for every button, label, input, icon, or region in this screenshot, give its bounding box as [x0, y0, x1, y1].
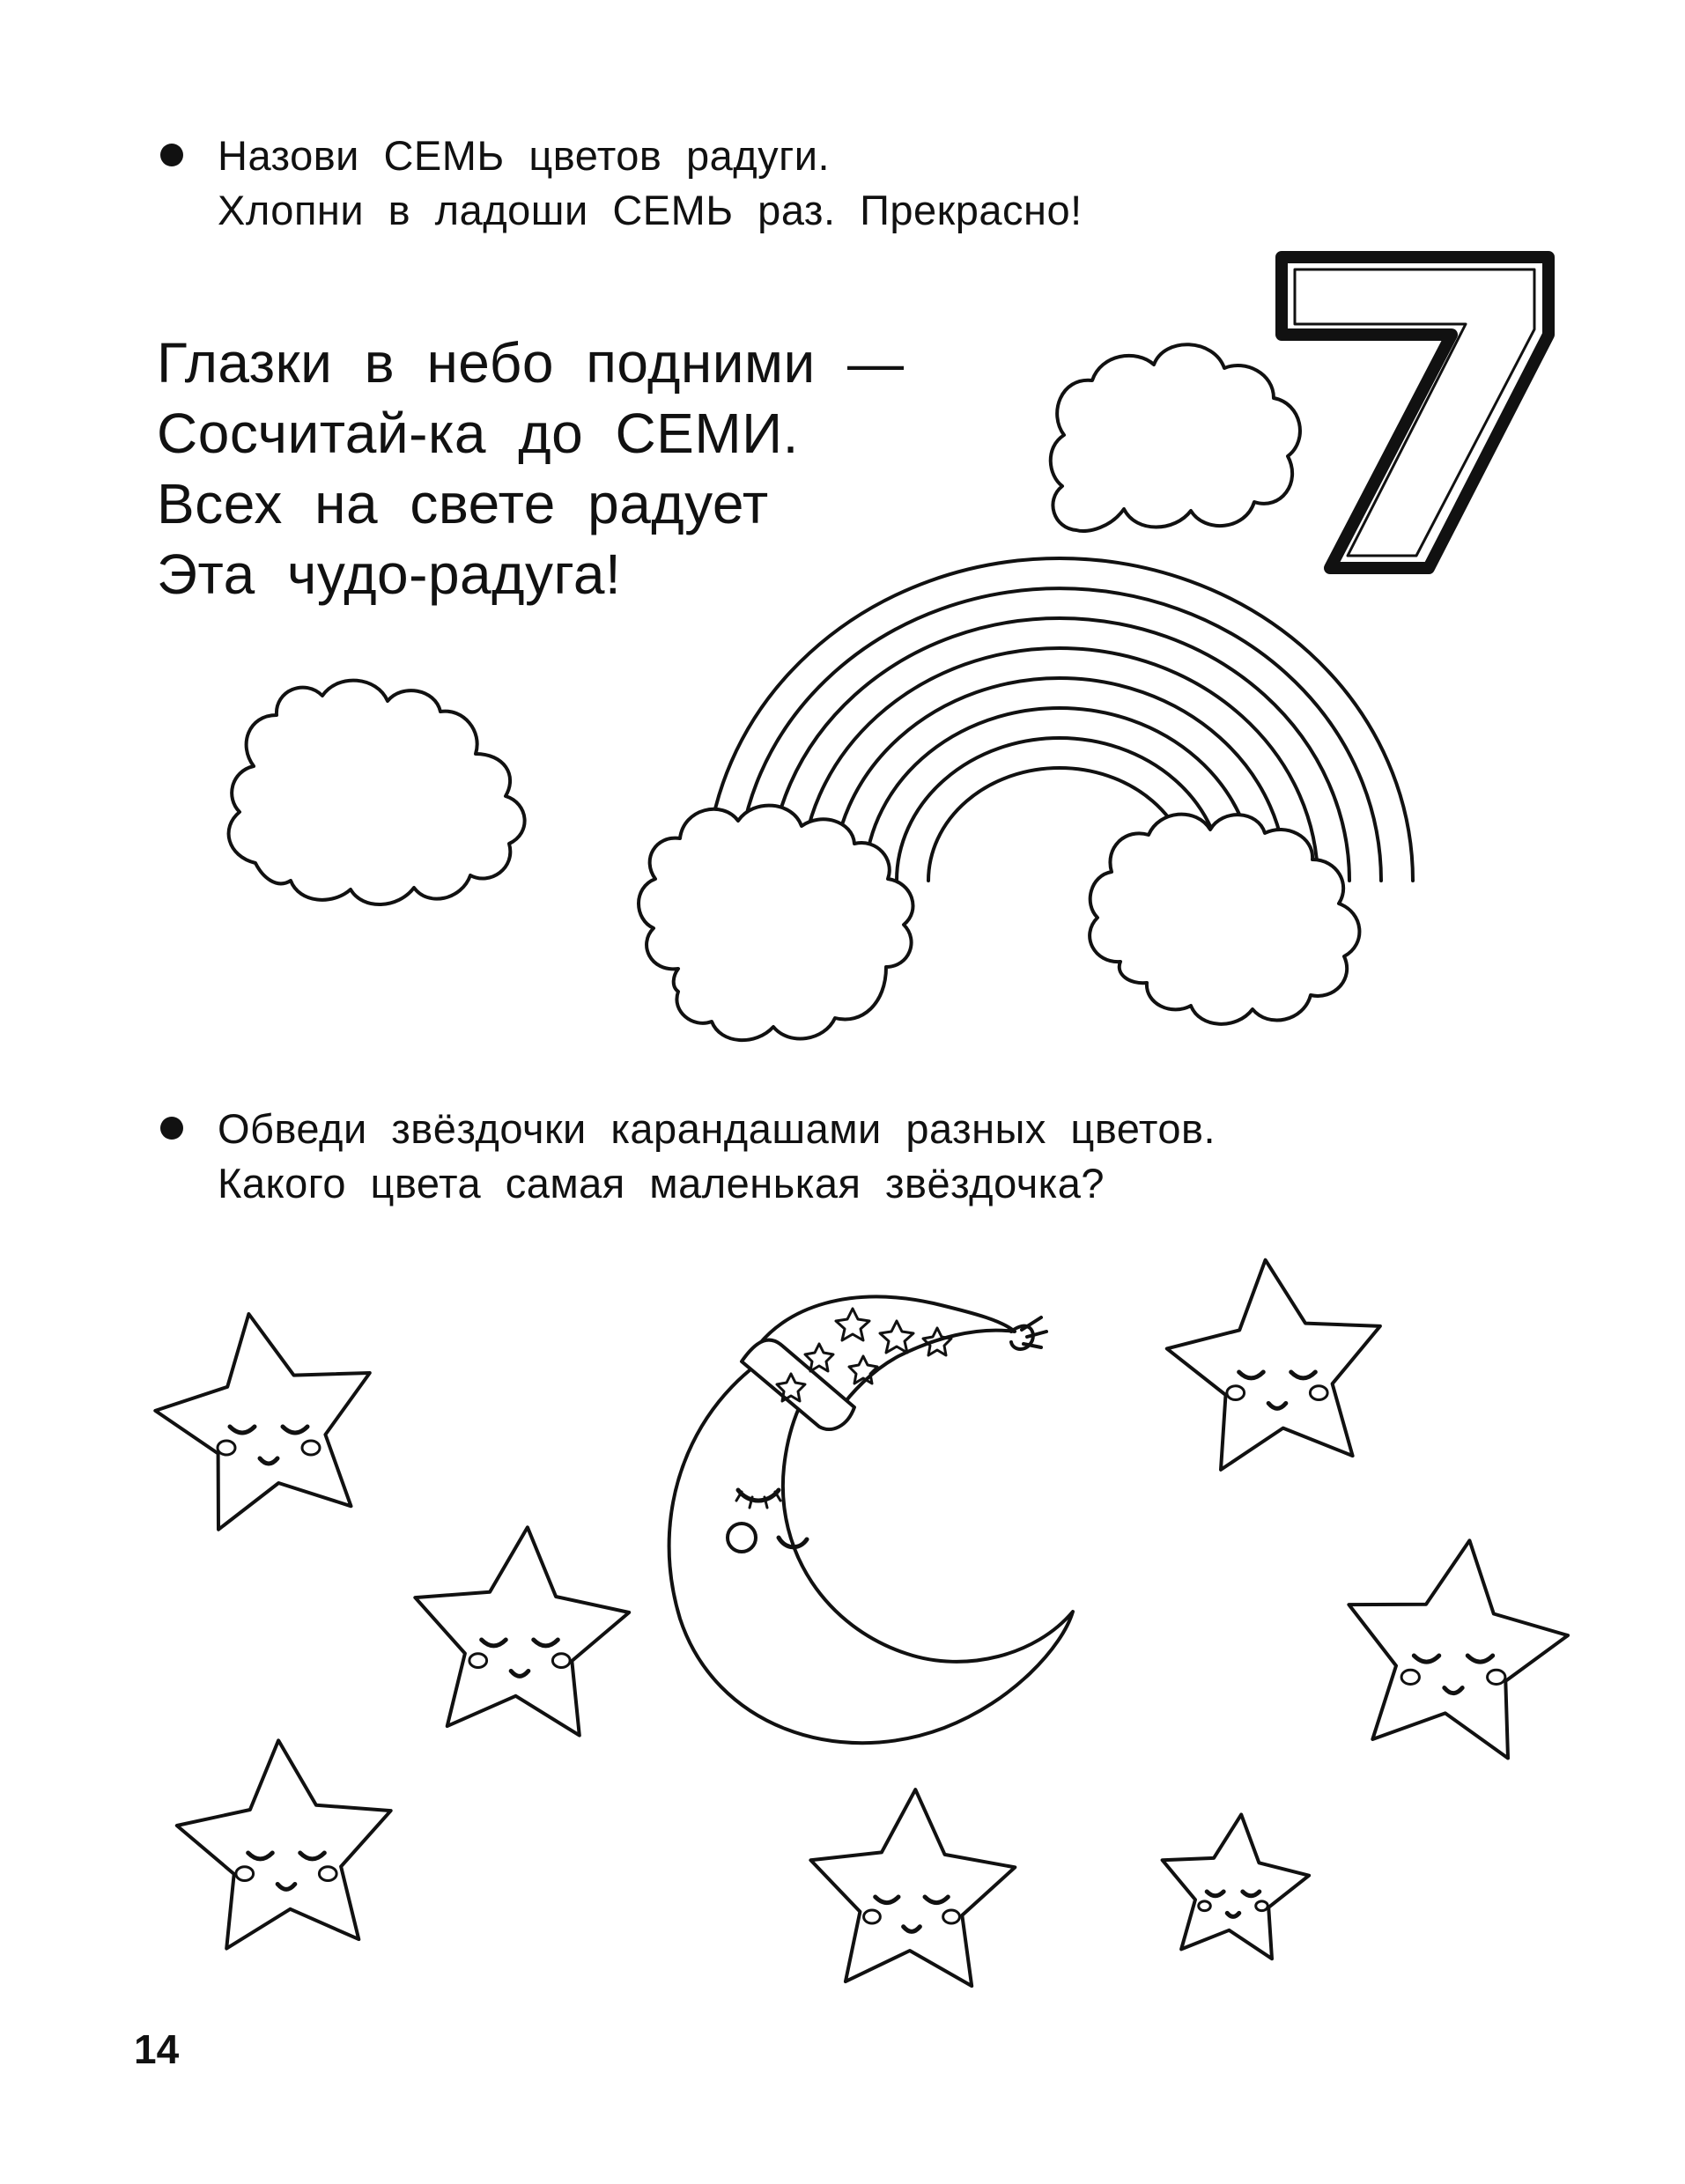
- cloud-icon-top: [1051, 344, 1300, 531]
- task2-line1: Обведи звёздочки карандашами разных цветов.: [218, 1105, 1216, 1152]
- cloud-icon-left: [229, 681, 525, 904]
- sleeping-moon-icon: [669, 1297, 1073, 1744]
- cloud-icon-rainbow-right: [1090, 815, 1359, 1024]
- star-icon: [415, 1527, 629, 1735]
- poem-line-3: Всех на свете радует: [157, 472, 769, 535]
- task2-line2: Какого цвета самая маленькая звёздочка?: [218, 1160, 1105, 1206]
- star-icon: [1163, 1815, 1310, 1959]
- task1-line2: Хлопни в ладоши СЕМЬ раз. Прекрасно!: [218, 187, 1083, 233]
- star-icon: [1167, 1260, 1380, 1470]
- star-icon: [155, 1314, 369, 1530]
- star-icon: [810, 1789, 1015, 1986]
- poem-line-1: Глазки в небо подними —: [157, 331, 905, 395]
- page-number: 14: [134, 2026, 180, 2072]
- star-icon: [1349, 1540, 1568, 1758]
- star-icon: [177, 1740, 391, 1948]
- poem-line-4: Эта чудо-радуга!: [157, 542, 622, 606]
- numeral-seven-icon: [1282, 257, 1548, 568]
- task1-line1: Назови СЕМЬ цветов радуги.: [218, 132, 831, 179]
- poem-line-2: Сосчитай-ка до СЕМИ.: [157, 402, 799, 465]
